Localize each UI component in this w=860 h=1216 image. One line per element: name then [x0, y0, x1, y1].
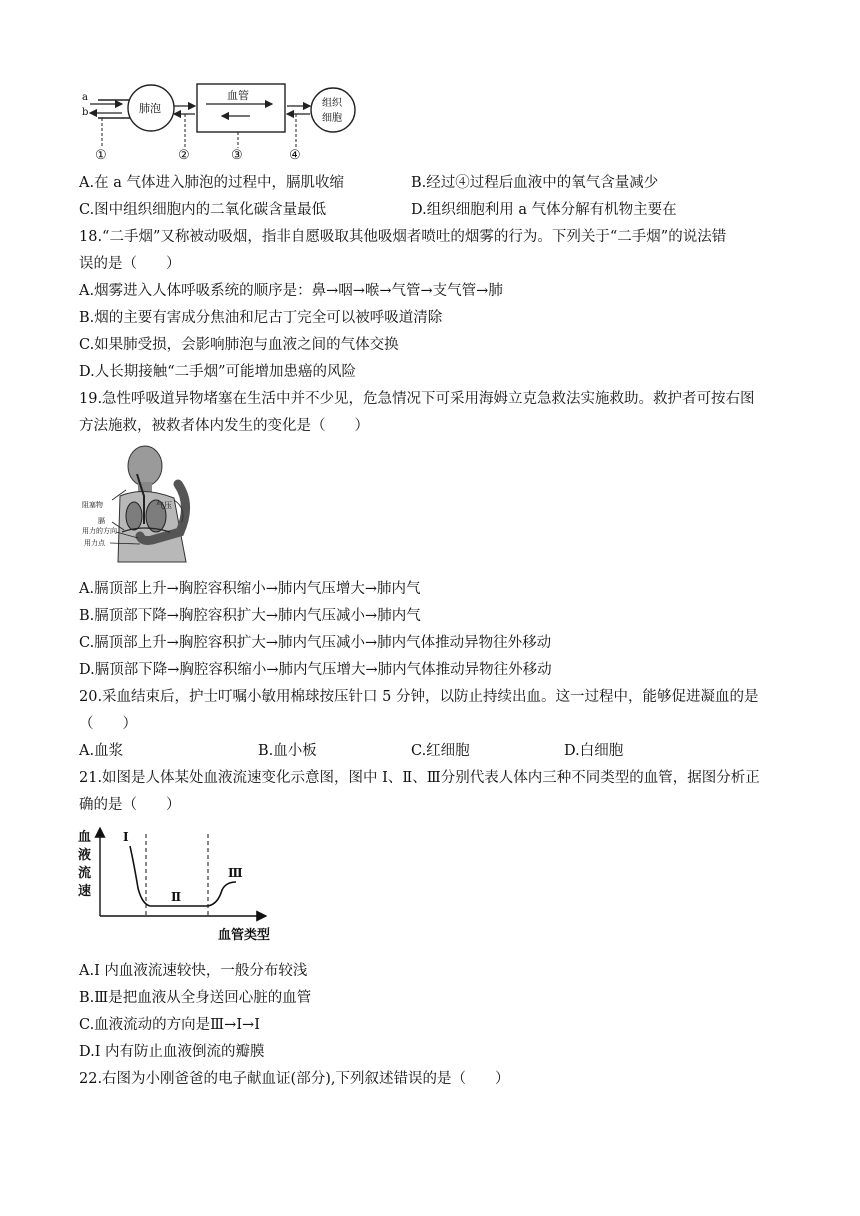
ylabel-char-3: 流: [78, 866, 92, 881]
marker-1: ①: [95, 148, 107, 163]
ylabel-char-1: 血: [78, 830, 92, 845]
q19-stem-2: 方法施救，被救者体内发生的变化是（ ）: [79, 418, 369, 434]
marker-2: ②: [178, 148, 190, 163]
q18-option-d: D.人长期接触“二手烟”可能增加患癌的风险: [79, 364, 357, 380]
q17-option-d: D.组织细胞利用 a 气体分解有机物主要在: [411, 202, 677, 218]
x-axis-label: 血管类型: [218, 928, 271, 943]
ylabel-char-4: 速: [78, 884, 92, 899]
heimlich-label-diaphragm: 膈: [98, 517, 105, 525]
q19-stem-1: 19.急性呼吸道异物堵塞在生活中并不少见，危急情况下可采用海姆立克急救法实施救助。救护者可按右图: [79, 391, 755, 407]
label-cell-2: 细胞: [322, 113, 342, 124]
q21-option-a: A.I 内血液流速较快，一般分布较浅: [79, 963, 308, 979]
q18-option-a: A.烟雾进入人体呼吸系统的顺序是：鼻→咽→喉→气管→支气管→肺: [79, 283, 503, 299]
ylabel-char-2: 液: [78, 848, 92, 863]
label-cell-1: 组织: [322, 98, 342, 109]
heimlich-label-air: 气压: [156, 501, 172, 510]
curve-mark-2: Ⅱ: [171, 890, 182, 904]
q18-stem-1: 18.“二手烟”又称被动吸烟，指非自愿吸取其他吸烟者喷吐的烟雾的行为。下列关于“二手烟”的说法错: [79, 229, 727, 245]
heimlich-label-force-direction: 用力的方向: [82, 527, 117, 535]
heimlich-label-force-point: 用力点: [84, 539, 105, 547]
q19-option-a: A.膈顶部上升→胸腔容积缩小→肺内气压增大→肺内气: [79, 581, 421, 597]
q20-option-d: D.白细胞: [564, 743, 624, 759]
q20-stem-2: （ ）: [79, 716, 137, 732]
q18-option-b: B.烟的主要有害成分焦油和尼古丁完全可以被呼吸道清除: [79, 310, 443, 326]
label-alveolus: 肺泡: [139, 102, 161, 115]
q18-stem-2: 误的是（ ）: [79, 256, 181, 272]
q18-option-c: C.如果肺受损，会影响肺泡与血液之间的气体交换: [79, 337, 399, 353]
q20-stem-1: 20.采血结束后，护士叮嘱小敏用棉球按压针口 5 分钟，以防止持续出血。这一过程中，能够促进凝血的是: [79, 689, 759, 705]
q20-option-a: A.血浆: [79, 743, 124, 759]
q19-option-b: B.膈顶部下降→胸腔容积扩大→肺内气压减小→肺内气: [79, 608, 421, 624]
q20-option-c: C.红细胞: [411, 743, 470, 759]
q21-option-d: D.I 内有防止血液倒流的瓣膜: [79, 1044, 265, 1060]
heimlich-label-obstruction: 阻塞物: [82, 501, 103, 509]
heimlich-figure: [82, 444, 212, 564]
q21-stem-2: 确的是（ ）: [79, 797, 181, 813]
marker-3: ③: [231, 148, 243, 163]
curve-mark-1: I: [123, 830, 129, 844]
label-vessel: 血管: [227, 89, 249, 102]
respiration-diagram: [80, 78, 370, 168]
marker-4: ④: [289, 148, 301, 163]
q19-option-c: C.膈顶部上升→胸腔容积扩大→肺内气压减小→肺内气体推动异物往外移动: [79, 635, 552, 651]
q20-option-b: B.血小板: [258, 743, 317, 759]
q21-option-b: B.Ⅲ是把血液从全身送回心脏的血管: [79, 990, 312, 1006]
q17-option-a: A.在 a 气体进入肺泡的过程中，膈肌收缩: [79, 175, 344, 191]
q21-stem-1: 21.如图是人体某处血液流速变化示意图，图中 I、Ⅱ、Ⅲ分别代表人体内三种不同类型的血管，据图分析正: [79, 770, 760, 786]
label-a: a: [82, 92, 88, 103]
label-b: b: [82, 107, 89, 118]
q17-option-b: B.经过④过程后血液中的氧气含量减少: [411, 175, 659, 191]
q22-stem-1: 22.右图为小刚爸爸的电子献血证(部分),下列叙述错误的是（ ）: [79, 1071, 510, 1087]
blood-flow-figure: [78, 824, 278, 944]
q17-option-c: C.图中组织细胞内的二氧化碳含量最低: [79, 202, 327, 218]
q21-option-c: C.血液流动的方向是Ⅲ→I→I: [79, 1017, 260, 1033]
q19-option-d: D.膈顶部下降→胸腔容积缩小→肺内气压增大→肺内气体推动异物往外移动: [79, 662, 552, 678]
curve-mark-3: Ⅲ: [228, 866, 243, 880]
